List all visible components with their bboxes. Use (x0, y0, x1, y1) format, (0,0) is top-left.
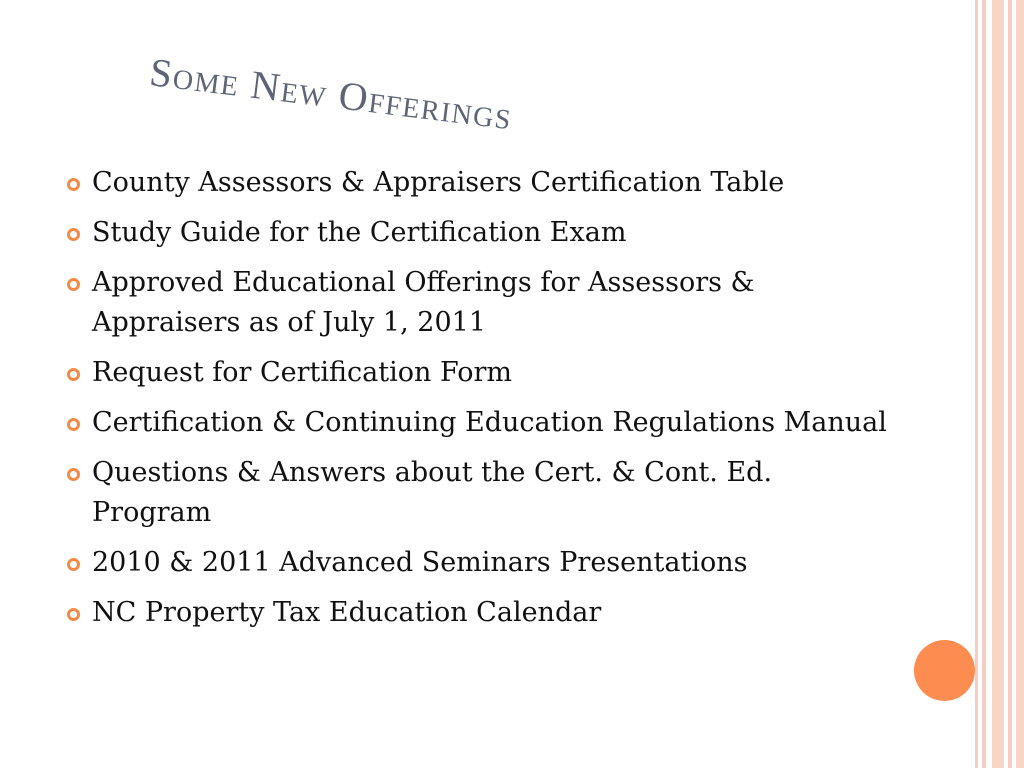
frame-border-line (1008, 0, 1012, 768)
decorative-circle (914, 640, 975, 701)
list-item (62, 163, 892, 203)
list-item-text: Certification & Continuing Education Regulations Manual (92, 407, 887, 438)
bullet-icon (67, 278, 80, 291)
bullet-icon (67, 178, 80, 191)
frame-border-line (975, 0, 978, 768)
list-item-text: NC Property Tax Education Calendar (92, 597, 602, 628)
list-item (62, 263, 892, 343)
list-item-text: Approved Educational Offerings for Assessors & Appraisers as of July 1, 2011 (92, 267, 755, 338)
list-item (62, 213, 892, 253)
list-item (62, 453, 892, 533)
frame-border-line (992, 0, 1004, 768)
list-item (62, 353, 892, 393)
slide-title: Some New Offerings (147, 49, 516, 139)
frame-border-line (982, 0, 986, 768)
bullet-icon (67, 228, 80, 241)
list-item-text: Questions & Answers about the Cert. & Cont. Ed. Program (92, 457, 773, 528)
list-item-text: Request for Certification Form (92, 357, 512, 388)
list-item-text: 2010 & 2011 Advanced Seminars Presentations (92, 547, 748, 578)
list-item (62, 593, 892, 633)
list-item (62, 543, 892, 583)
list-item (62, 403, 892, 443)
list-item-text: Study Guide for the Certification Exam (92, 217, 627, 248)
list-item-text: County Assessors & Appraisers Certification Table (92, 167, 785, 198)
bullet-icon (67, 368, 80, 381)
bullet-list (62, 163, 892, 643)
bullet-icon (67, 418, 80, 431)
frame-border-line (1016, 0, 1024, 768)
bullet-icon (67, 558, 80, 571)
bullet-icon (67, 468, 80, 481)
bullet-icon (67, 608, 80, 621)
